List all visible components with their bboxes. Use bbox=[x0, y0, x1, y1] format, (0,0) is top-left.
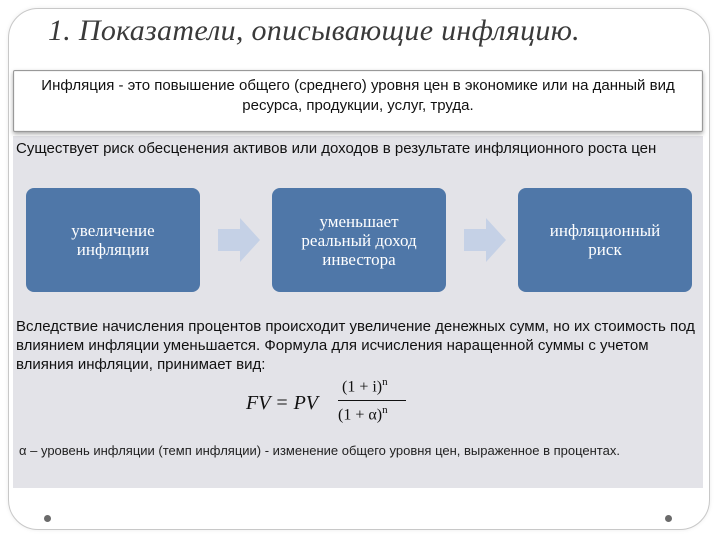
formula-numerator-exponent: n bbox=[382, 376, 388, 388]
flow-step-inflation-risk bbox=[518, 188, 692, 292]
alpha-note: α – уровень инфляции (темп инфляции) - изменение общего уровня цен, выраженное в процентах. bbox=[19, 443, 620, 458]
formula-denominator-exponent: n bbox=[382, 404, 388, 416]
decor-dot-right bbox=[665, 515, 672, 522]
flow-step-label: инфляционный риск bbox=[549, 221, 661, 259]
formula-numerator bbox=[342, 376, 388, 396]
formula-denominator bbox=[338, 404, 388, 424]
formula bbox=[246, 374, 416, 430]
definition-text: Инфляция - это повышение общего (среднего) уровня цен в экономике или на данный вид ресурса, продукции, услуг, труда. bbox=[41, 77, 675, 114]
formula-numerator-base: (1 + i) bbox=[342, 378, 383, 396]
formula-denominator-base: (1 + α) bbox=[338, 406, 383, 424]
flow-arrow-icon bbox=[464, 218, 506, 262]
flow-arrow-icon bbox=[218, 218, 260, 262]
definition-box bbox=[13, 70, 703, 132]
decor-dot-left bbox=[44, 515, 51, 522]
formula-intro-text: Вследствие начисления процентов происходит увеличение денежных сумм, но их стоимость под влиянием инфляции уменьшается. Формула для исчисления наращенной суммы с учетом влияния инфляции, принимает вид: bbox=[16, 318, 695, 373]
flow-step-real-income bbox=[272, 188, 446, 292]
flow-step-label: увеличение инфляции bbox=[71, 221, 155, 259]
flow-step-inflation-increase bbox=[26, 188, 200, 292]
flow-step-label: уменьшает реальный доход инвестора bbox=[301, 211, 417, 269]
risk-text: Существует риск обесценения активов или доходов в результате инфляционного роста цен bbox=[16, 140, 657, 157]
fraction-line bbox=[338, 400, 406, 401]
formula-lhs: FV = PV bbox=[246, 392, 319, 414]
slide-title: 1. Показатели, описывающие инфляцию. bbox=[48, 14, 580, 47]
